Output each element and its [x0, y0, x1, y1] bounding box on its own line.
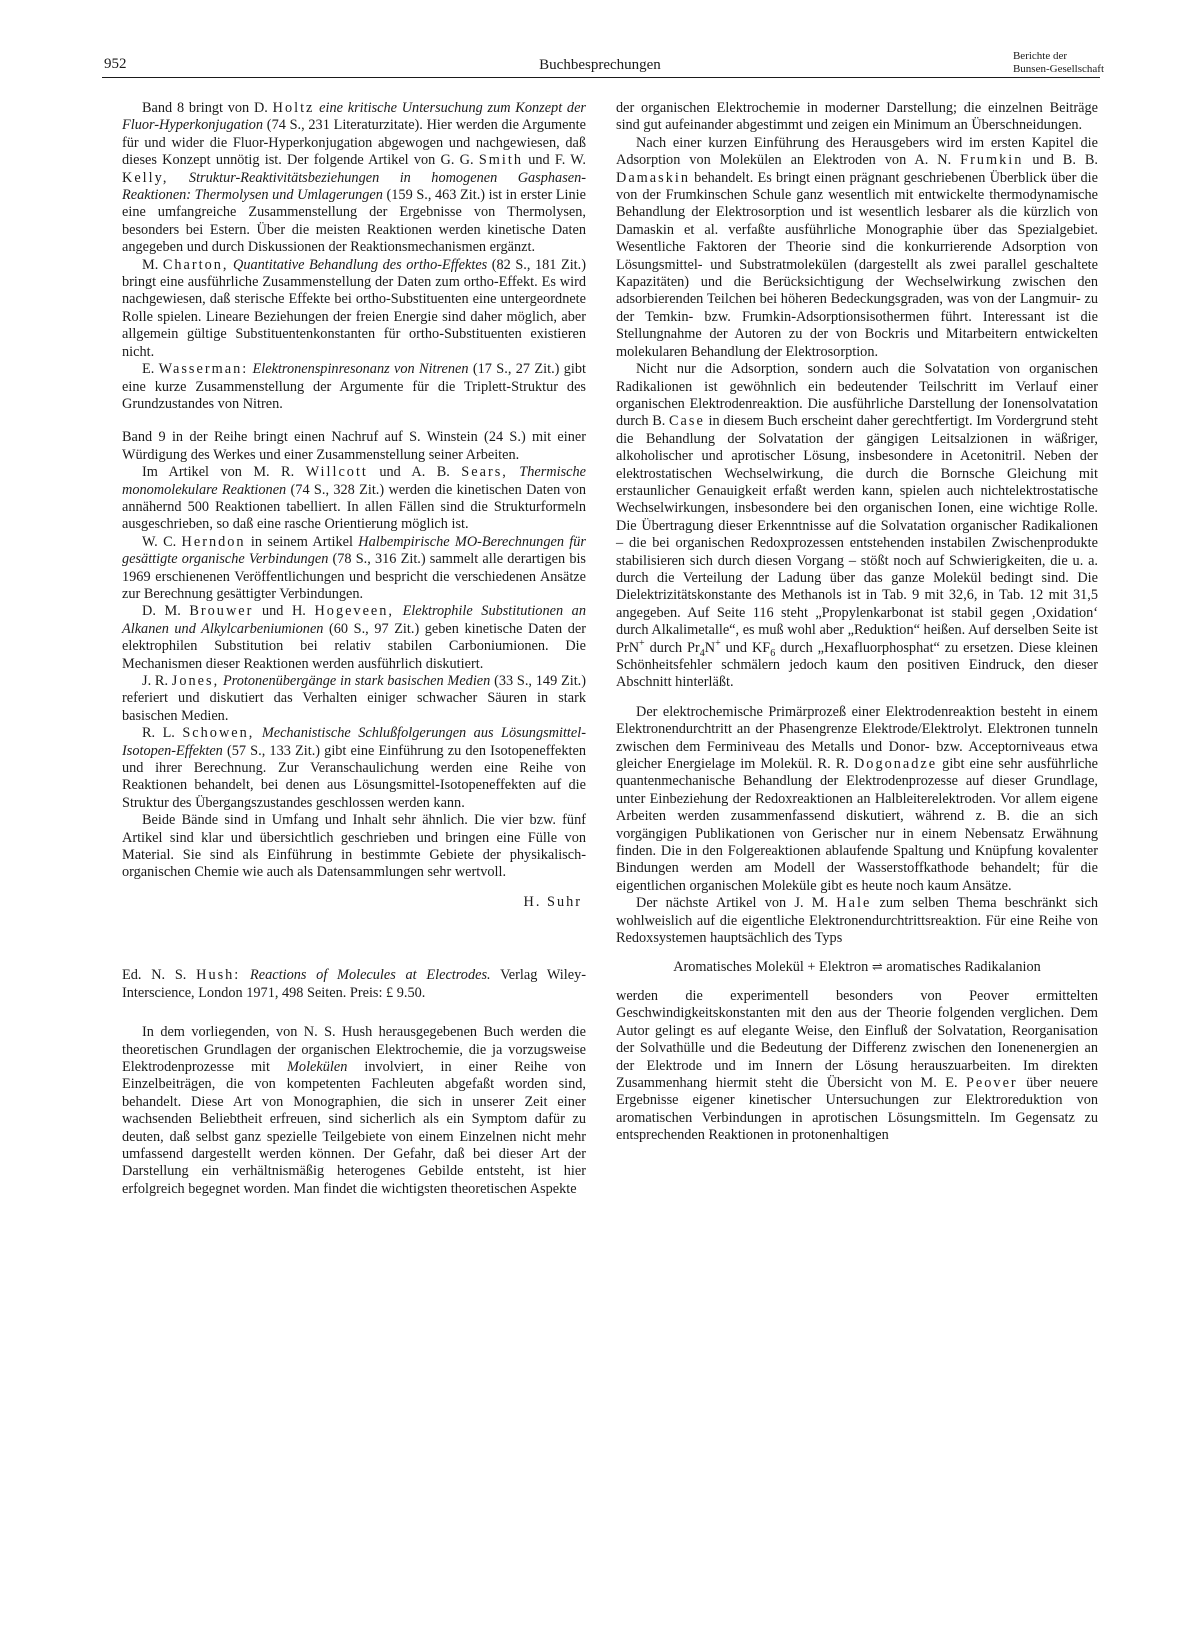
paragraph-continuation: der organischen Elektrochemie in moderner Darstellung; die einzelnen Beiträge sind gut aufeinander abgestimmt und zeigen ein Minimum an Überschneidungen.	[616, 100, 1098, 134]
paragraph-herndon: W. C. Herndon in seinem Artikel Halbempirische MO-Berechnungen für gesättigte organische Verbindungen (78 S., 316 Zit.) sammelt alle derartigen bis 1969 erschienenen Veröffentlichungen und bespricht die verschiedenen Ansätze zur Berechnung gesättigter Verbindungen.	[122, 533, 586, 602]
paragraph-holtz-smith: Band 8 bringt von D. Holtz eine kritische Untersuchung zum Konzept der Fluor-Hyperkonjugation (74 S., 231 Literaturzitate). Hier werden die Argumente für und wider die Fluor-Hyperkonjugation abgewogen und nachgewiesen, daß dieses Konzept unnötig ist. Der folgende Artikel von G. G. Smith und F. W. Kelly, Struktur-Reaktivitätsbeziehungen in homogenen Gasphasen-Reaktionen: Thermolysen und Umlagerungen (159 S., 463 Zit.) ist in erster Linie eine umfangreiche Zusammenstellung der Ergebnisse von Thermolysen, besonders bei Estern. Über die meisten Reaktionen werden kinetische Daten angegeben und durch Diskussionen der Reaktionsmechanismen ergänzt.	[122, 100, 587, 256]
paragraph-charton: M. Charton, Quantitative Behandlung des ortho-Effektes (82 S., 181 Zit.) bringt eine ausführliche Zusammenstellung der Daten zum ortho-Effekt. Es wird nachgewiesen, daß sterische Effekte bei ortho-Substituenten eine untergeordnete Rolle spielen. Lineare Beziehungen der freien Energie sind daher möglich, aber allgemein gültige Substituentenkonstanten für ortho-Substituenten existieren nicht.	[122, 256, 586, 360]
left-column	[122, 100, 586, 1198]
paragraph-conclusion: Beide Bände sind in Umfang und Inhalt sehr ähnlich. Die vier bzw. fünf Artikel sind klar und übersichtlich geschrieben und bringen eine Fülle von Material. Sie sind als Einführung in bestimmte Gebiete der physikalisch-organischen Chemie wie auch als Datensammlungen sehr wertvoll.	[122, 812, 586, 881]
page-number: 952	[104, 56, 127, 72]
running-head: Buchbesprechungen	[539, 57, 661, 73]
paragraph-wasserman: E. Wasserman: Elektronenspinresonanz von Nitrenen (17 S., 27 Zit.) gibt eine kurze Zusammenstellung der Argumente für die Triplett-Struktur des Grundzustandes von Nitren.	[122, 361, 586, 412]
paragraph-hale: Der nächste Artikel von J. M. Hale zum selben Thema beschränkt sich wohlweislich auf die eigentliche Elektronendurchtrittsreaktion. Für eine Reihe von Redoxsystemen hauptsächlich des Typs	[616, 895, 1099, 947]
paragraph-band9: Band 9 in der Reihe bringt einen Nachruf auf S. Winstein (24 S.) mit einer Würdigung des Werkes und einer Zusammenstellung seiner Arbeiten.	[122, 429, 586, 463]
reaction-equation: Aromatisches Molekül + Elektron ⇌ aromatisches Radikalanion	[673, 958, 1041, 975]
right-column	[616, 100, 1098, 1145]
journal-name	[1013, 50, 1104, 76]
paragraph-brouwer-hogeveen: D. M. Brouwer und H. Hogeveen, Elektrophile Substitutionen an Alkanen und Alkylcarbeniumionen (60 S., 97 Zit.) geben kinetische Daten der elektrophilen Substitution bei relativ stabilen Carboniumionen. Die Mechanismen dieser Reaktionen werden ausführlich diskutiert.	[122, 603, 586, 672]
paragraph-case: Nicht nur die Adsorption, sondern auch die Solvatation von organischen Radikalionen ist gewöhnlich ein bedeutender Teilschritt im Verlauf einer organischen Elektrodenreaktion. Die ausführliche Darstellung der Ionensolvatation durch B. Case in diesem Buch erscheint daher gerechtfertigt. Im Vordergrund steht die Behandlung der Solvatation der gängigen Leitsalzionen in wäßriger, alkoholischer und aprotischer Lösung, insbesondere in Acetonitril. Neben der elektrostatischen Wechselwirkung, die durch die Bornsche Gleichung mit erstaunlicher Genauigkeit erfaßt werden kann, spielen auch nichtelektrostatische Wechselwirkungen, insbesondere bei den organischen Ionen, eine wichtige Rolle. Die Übertragung dieser Erkenntnisse auf die Solvatation organischer Radikalionen – die bei organischen Redoxprozessen entstehenden instabilen Zwischenprodukte stabilisieren sich durch diesen Vorgang – stößt noch auf Schwierigkeiten, die u. a. durch die Verteilung der Ladung über das ganze Molekül bedingt sind. Die Dielektrizitätskonstante des Methanols ist in Tab. 9 mit 32,6, in Tab. 12 mit 31,5 angegeben. Auf Seite 116 steht „Propylenkarbonat ist stabil gegen ‚Oxidation‘ durch Alkalimetalle“, es muß wohl aber „Reduktion“ heißen. Auf derselben Seite ist PrN+ durch $Pr_4N^+$ und $KF_6$ durch „Hexafluorphosphat“ zu ersetzen. Diese kleinen Schönheitsfehler schmälern jedoch kaum den positiven Eindruck, den dieser Abschnitt hinterläßt.	[616, 361, 1099, 691]
journal-name-line1: Berichte der	[1012, 50, 1068, 62]
paragraph-willcott-sears: Im Artikel von M. R. Willcott und A. B. Sears, Thermische monomolekulare Reaktionen (74 S., 328 Zit.) werden die kinetischen Daten von annähernd 500 Reaktionen tabelliert. In allen Fällen sind die Strukturformeln ausgeschrieben, so daß eine rasche Orientierung möglich ist.	[122, 464, 586, 533]
paragraph-schowen: R. L. Schowen, Mechanistische Schlußfolgerungen aus Lösungsmittel-Isotopen-Effekten (57 S., 133 Zit.) gibt eine Einführung zu den Isotopeneffekten und ihrer Berechnung. Zur Veranschaulichung werden eine Reihe von Reaktionen behandelt, bei denen aus Lösungsmittel-Isotopeneffekten auf die Struktur des Übergangszustandes geschlossen werden kann.	[122, 725, 586, 811]
paragraph-dogonadze: Der elektrochemische Primärprozeß einer Elektrodenreaktion besteht in einem Elektronendurchtritt an der Phasengrenze Elektrode/Elektrolyt. Elektronen tunneln zwischen dem Ferminiveau des Metalls und Donor- bzw. Acceptorniveaus etwa gleicher Energielage im Molekül. R. R. Dogonadze gibt eine sehr ausführliche quantenmechanische Behandlung der Elektrodenprozesse auf dieser Grundlage, unter Einbeziehung der Redoxreaktionen an Halbleiterelektroden. Vor allem eigene Arbeiten werden zusammenfassend diskutiert, während z. B. die an sich vorgängigen Publikationen von Gerischer nur in einem Nebensatz Erwähnung finden. Die in den Folgereaktionen ablaufende Spaltung und Knüpfung kovalenter Bindungen werden am Modell der Wasserstoffkathode behandelt; für die eigentlichen organischen Moleküle gibt es heute noch kaum Ansätze.	[616, 703, 1098, 894]
paragraph-peover: werden die experimentell besonders von Peover ermittelten Geschwindigkeitskonstanten mit den aus der Theorie folgenden verglichen. Dem Autor gelingt es auf elegante Weise, den Einfluß der Solvatation, Reorganisation der Solvathülle und die Bedeutung der Differenz zwischen den Ionenenergien an der Elektrode und im Innern der Lösung herauszuarbeiten. Im direkten Zusammenhang hiermit steht die Übersicht von M. E. Peover über neuere Ergebnisse eigener kinetischer Untersuchungen zur Elektroreduktion von aromatischen Verbindungen in aprotischen Lösungsmitteln. Im Gegensatz zu entsprechenden Reaktionen in protonenhaltigen	[616, 987, 1098, 1144]
paragraph-jones: J. R. Jones, Protonenübergänge in stark basischen Medien (33 S., 149 Zit.) referiert und diskutiert das Verhalten einiger schwacher Säuren in stark basischen Medien.	[122, 673, 586, 724]
reviewer-signature: H. Suhr	[523, 893, 582, 910]
header-rule	[102, 77, 1100, 78]
paragraph-hush-intro: In dem vorliegenden, von N. S. Hush herausgegebenen Buch werden die theoretischen Grundlagen der organischen Elektrochemie, die ja vorzugsweise Elektrodenprozesse mit Molekülen involviert, in einer Reihe von Einzelbeiträgen, die von kompetenten Fachleuten abgefaßt worden sind, behandelt. Diese Art von Monographien, die sich in unserer Zeit einer wachsenden Beliebtheit erfreuen, sind sicherlich als ein Symptom dafür zu deuten, daß selbst ganz spezielle Teilgebiete von einem Einzelnen nicht mehr umfassend dargestellt werden können. Der Gefahr, daß bei dieser Art der Darstellung ein verhältnismäßig heterogenes Gebilde entsteht, ist hier erfolgreich begegnet worden. Man findet die wichtigsten theoretischen Aspekte	[122, 1024, 586, 1197]
equilibrium-arrow-icon: ⇌	[871, 958, 883, 974]
paragraph-frumkin: Nach einer kurzen Einführung des Herausgebers wird im ersten Kapitel die Adsorption von Molekülen an Elektroden von A. N. Frumkin und B. B. Damaskin behandelt. Es bringt einen prägnant geschriebenen Überblick über die von der Frumkinschen Schule ganz wesentlich mit entwickelte thermodynamische Behandlung der Elektrosorption und ist wesentlich lesbarer als die kürzlich von Damaskin et al. verfaßte ausführliche Monographie über das Spezialgebiet. Wesentliche Faktoren der Theorie sind die konkurrierende Adsorption von Lösungsmittel- und Substratmolekülen (dargestellt als zwei parallel geschaltete Kapazitäten) und die Berücksichtigung der Wechselwirkung zwischen den adsorbierenden Teilchen bei höheren Bedeckungsgraden, was von der Langmuir- zu der Temkin- bzw. Frumkin-Adsorptionsisothermen führt. Interessant ist die Stellungnahme der Autoren zu der von Bockris und Mitarbeitern entwickelten molekularen Behandlung der Elektrosorption.	[616, 134, 1098, 360]
journal-name-line2: Bunsen-Gesellschaft	[1012, 63, 1104, 75]
book-citation: Ed. N. S. Hush: Reactions of Molecules at Electrodes. Verlag Wiley-Interscience, London 1971, 498 Seiten. Preis: £ 9.50.	[122, 967, 586, 1001]
